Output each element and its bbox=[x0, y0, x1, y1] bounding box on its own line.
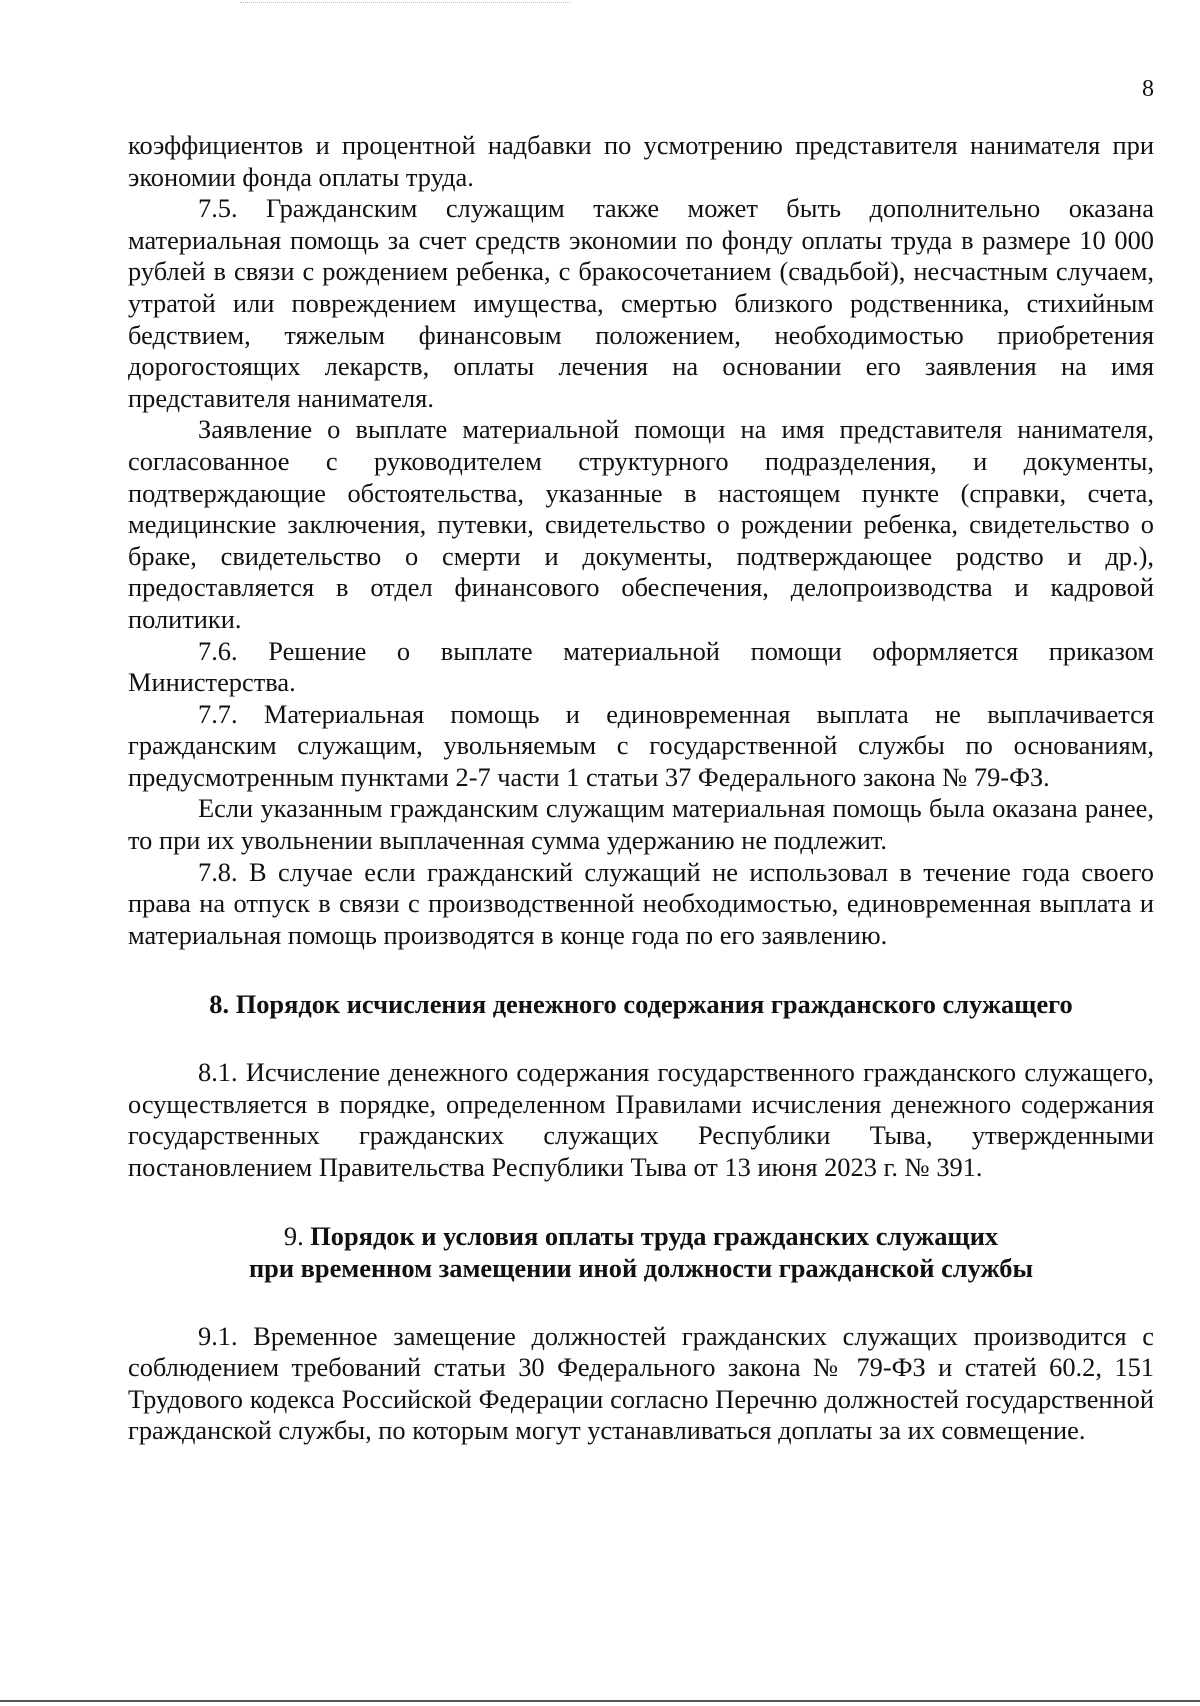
scan-artifact-top bbox=[240, 2, 570, 4]
section-heading-9 bbox=[128, 1221, 1154, 1284]
paragraph-8-1: 8.1. Исчисление денежного содержания государственного гражданского служащего, осуществляется в порядке, определенном Правилами исчисления денежного содержания государственных гражданских служащих Республики Тыва, утвержденными постановлением Правительства Республики Тыва от 13 июня 2023 г. № 391. bbox=[128, 1057, 1154, 1182]
paragraph-7-6: 7.6. Решение о выплате материальной помощи оформляется приказом Министерства. bbox=[128, 635, 1154, 698]
scan-artifact-bottom-line bbox=[0, 1700, 1200, 1702]
paragraph-7-8: 7.8. В случае если гражданский служащий не использовал в течение года своего права на отпуск в связи с производственной необходимостью, единовременная выплата и материальная помощь производятся в конце года по его заявлению. bbox=[128, 856, 1154, 950]
section-heading-9-number: 9. bbox=[283, 1221, 304, 1252]
section-heading-9-title-line2: при временном замещении иной должности гражданской службы bbox=[248, 1253, 1034, 1283]
section-heading-8 bbox=[128, 989, 1154, 1021]
section-heading-9-title-line1: Порядок и условия оплаты труда гражданских служащих bbox=[310, 1221, 999, 1252]
document-body bbox=[128, 130, 1154, 1447]
paragraph-7-5: 7.5. Гражданским служащим также может быть дополнительно оказана материальная помощь за счет средств экономии по фонду оплаты труда в размере 10 000 рублей в связи с рождением ребенка, с бракосочетанием (свадьбой), несчастным случаем, утратой или повреждением имущества, смертью близкого родственника, стихийным бедствием, тяжелым финансовым положением, необходимостью приобретения дорогостоящих лекарств, оплаты лечения на основании его заявления на имя представителя нанимателя. bbox=[128, 193, 1154, 413]
paragraph-7-7: 7.7. Материальная помощь и единовременная выплата не выплачивается гражданским служащим, увольняемым с государственной службы по основаниям, предусмотренным пунктами 2-7 части 1 статьи 37 Федерального закона № 79-ФЗ. bbox=[128, 698, 1154, 792]
paragraph-7-5-application: Заявление о выплате материальной помощи на имя представителя нанимателя, согласованное с руководителем структурного подразделения, и документы, подтверждающие обстоятельства, указанные в настоящем пункте (справки, счета, медицинские заключения, путевки, свидетельство о рождении ребенка, свидетельство о браке, свидетельство о смерти и документы, подтверждающее родство и др.), предоставляется в отдел финансового обеспечения, делопроизводства и кадровой политики. bbox=[128, 414, 1154, 634]
section-heading-8-title: Порядок исчисления денежного содержания гражданского служащего bbox=[235, 989, 1073, 1020]
paragraph-9-1: 9.1. Временное замещение должностей гражданских служащих производится с соблюдением требований статьи 30 Федерального закона № 79-ФЗ и статей 60.2, 151 Трудового кодекса Российской Федерации согласно Перечню должностей государственной гражданской службы, по которым могут устанавливаться доплаты за их совмещение. bbox=[128, 1320, 1154, 1446]
page-number: 8 bbox=[1142, 76, 1154, 102]
paragraph-continuation: коэффициентов и процентной надбавки по усмотрению представителя нанимателя при экономии фонда оплаты труда. bbox=[128, 130, 1154, 192]
paragraph-7-7-dismissal: Если указанным гражданским служащим материальная помощь была оказана ранее, то при их увольнении выплаченная сумма удержанию не подлежит. bbox=[128, 793, 1154, 856]
section-heading-8-number: 8. bbox=[209, 989, 230, 1020]
